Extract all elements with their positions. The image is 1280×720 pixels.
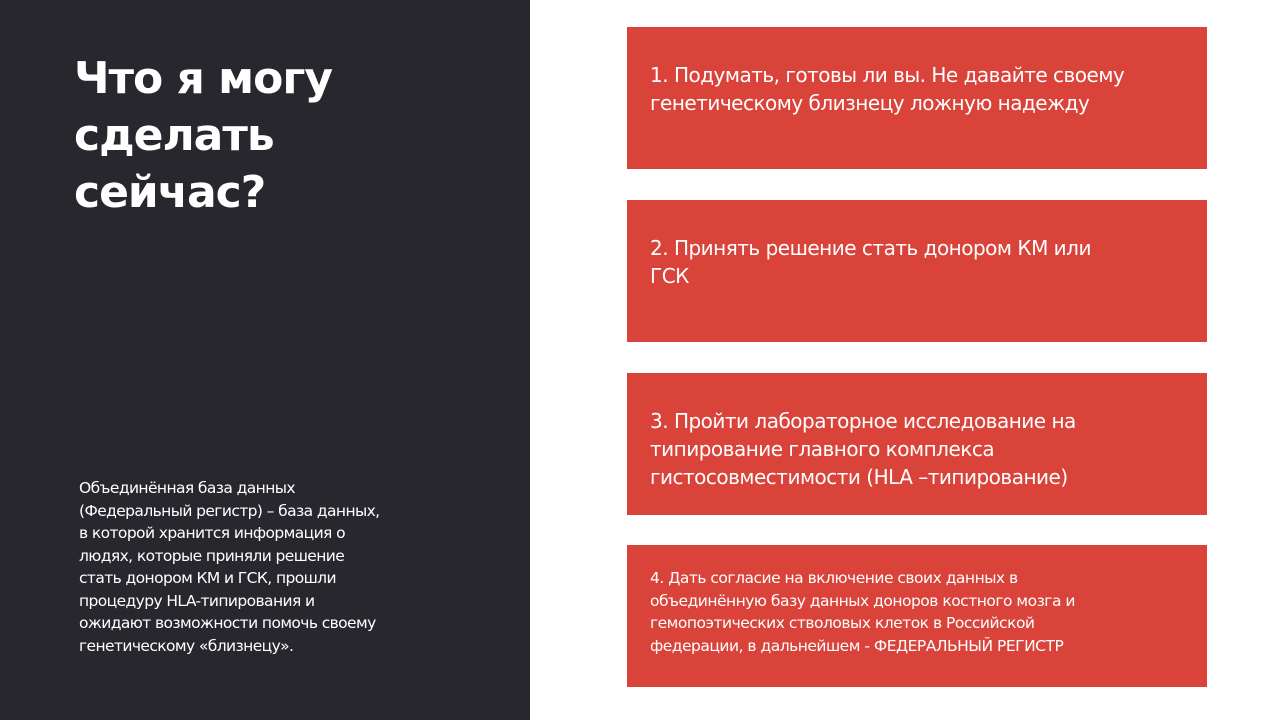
step-text-line: типирование главного комплекса — [650, 437, 995, 461]
slide-title-line: сейчас? — [74, 167, 266, 218]
registry-description-line: стать донором КМ и ГСК, прошли — [79, 569, 336, 587]
registry-description-line: (Федеральный регистр) – база данных, — [79, 501, 380, 520]
step-text-line: 1. Подумать, готовы ли вы. Не давайте своему — [650, 63, 1125, 87]
step-text — [650, 234, 1091, 290]
step-card-4 — [627, 545, 1207, 687]
registry-description-line: генетическому «близнецу». — [79, 636, 294, 655]
registry-description — [79, 477, 499, 657]
step-card-3 — [627, 373, 1207, 515]
step-card-2 — [627, 200, 1207, 342]
step-text-line: 2. Принять решение стать донором КМ или — [650, 236, 1091, 260]
registry-description-line: Объединённая база данных — [79, 479, 295, 497]
registry-description-line: в которой хранится информация о — [79, 524, 345, 542]
step-text-line: ГСК — [650, 264, 689, 288]
registry-description-line: людях, которые приняли решение — [79, 546, 345, 565]
step-text-line: 3. Пройти лабораторное исследование на — [650, 409, 1076, 433]
step-text — [650, 61, 1124, 117]
slide-title — [74, 50, 494, 221]
step-card-1 — [627, 27, 1207, 169]
step-text-line: объединённую базу данных доноров костного мозга и — [650, 591, 1075, 610]
step-text-line: гистосовместимости (HLA –типирование) — [650, 465, 1068, 489]
registry-description-line: процедуру HLA-типирования и — [79, 591, 315, 610]
slide-title-line: Что я могу — [74, 53, 333, 104]
step-text-line: генетическому близнецу ложную надежду — [650, 91, 1090, 115]
step-text-line: гемопоэтических стволовых клеток в Российской — [650, 614, 1035, 632]
registry-description-line: ожидают возможности помочь своему — [79, 614, 376, 632]
step-text-line: федерации, в дальнейшем - ФЕДЕРАЛЬНЫЙ РЕГИСТР — [650, 636, 1064, 655]
step-text — [650, 567, 1075, 657]
slide-title-line: сделать — [74, 110, 274, 161]
step-text-line: 4. Дать согласие на включение своих данных в — [650, 569, 1018, 587]
step-text — [650, 407, 1076, 491]
